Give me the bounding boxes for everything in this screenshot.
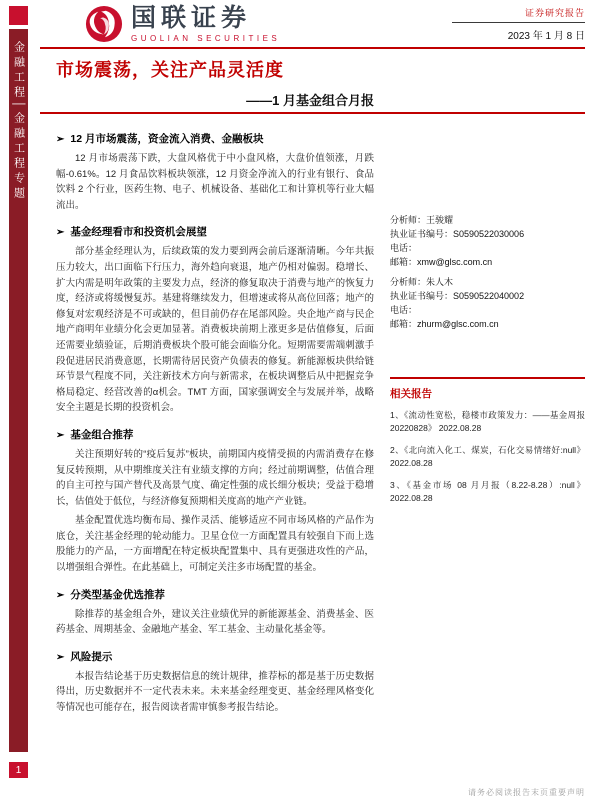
arrow-bullet-icon: ➢ bbox=[56, 589, 65, 601]
paragraph: 部分基金经理认为，后续政策的发力要到两会前后逐渐清晰。今年共振压力较大，出口面临下行压力，海外趋向衰退，地产仍相对偏弱。稳增长、扩大内需是明年政策的主要发力点，经济的修复取决于消费与地产的恢复力度，经济或将缓慢复苏。基建将继续发力，但增速或将从高位回落；地产的修复对宏观经济是不可或缺的，但目前仍存在尾部风险。央企地产商与民企地产商明年业绩分化会更加显著。消费板块前期上涨更多是估值修复，后面还需要业绩验证，后期消费板块个股可能会面临分化。短期需要需端刺激手段促进居民消费意愿，长期需待居民资产负债表的修复。新能源板块供给链环节景气程度不同，关注新技术方向与新需求，在板块调整后从中把握竞争格局稳定、经营改善的α机会。TMT 方面，国家强调安全与发展并举，战略安全主题是长期的投资机会。 bbox=[56, 246, 374, 414]
section-heading bbox=[56, 224, 374, 239]
analyst-block bbox=[390, 213, 585, 269]
section-heading-text: 分类型基金优选推荐 bbox=[70, 588, 165, 601]
paragraph: 除推荐的基金组合外，建议关注业绩优异的新能源基金、消费基金、医药基金、周期基金、金融地产基金、军工基金、主动量化基金等。 bbox=[56, 608, 374, 636]
related-report-text: 1、《流动性宽松，稳楼市政策发力：——基金周报20220828》 bbox=[390, 410, 585, 433]
title-rule bbox=[40, 112, 585, 114]
report-subtitle: ——1 月基金组合月报 bbox=[246, 93, 374, 108]
report-date: 2023 年 1 月 8 日 bbox=[507, 31, 585, 42]
section-market-review bbox=[56, 131, 374, 213]
related-reports bbox=[390, 377, 585, 505]
section-heading bbox=[56, 587, 374, 602]
guolian-logo-icon bbox=[85, 5, 123, 43]
section-heading-text: 12 月市场震荡，资金流入消费、金融板块 bbox=[70, 133, 264, 145]
brand-logo bbox=[85, 5, 280, 43]
analyst-cert-number: 执业证书编号：S0590522030006 bbox=[390, 229, 525, 239]
related-report-date: 2022.08.28 bbox=[438, 423, 482, 433]
analyst-block bbox=[390, 275, 585, 331]
related-report-item bbox=[390, 409, 585, 435]
paragraph: 本报告结论基于历史数据信息的统计规律，推荐标的都是基于历史数据得出，历史数据并不一定代表未来。未来基金经理变更、基金经理风格变化等情况也可能存在，报告阅读者需审慎参考报告结论。 bbox=[56, 670, 374, 714]
header-rule bbox=[40, 47, 585, 49]
analyst-email: 邮箱：xmw@glsc.com.cn bbox=[390, 257, 493, 267]
analyst-name: 分析师：王骏耀 bbox=[390, 215, 454, 225]
analyst-name: 分析师：朱人木 bbox=[390, 277, 454, 287]
arrow-bullet-icon: ➢ bbox=[56, 651, 65, 663]
sidebar-category-label: 金融工程│金融工程专题 bbox=[12, 41, 25, 202]
sidebar-top-marker bbox=[9, 6, 28, 25]
paragraph: 关注预期好转的“疫后复苏”板块，前期国内疫情受损的内需消费存在修复反转预期，从中期维度关注有业绩支撑的方向；经过前期调整，估值合理的自主可控与国产替代及高景气度、确定性强的成长细分板块；受益于稳增长，估值处于低位，与经济修复预期相关度高的地产产业链。 bbox=[56, 448, 374, 507]
report-title: 市场震荡，关注产品灵活度 bbox=[56, 60, 284, 80]
section-heading bbox=[56, 131, 374, 146]
arrow-bullet-icon: ➢ bbox=[56, 134, 65, 145]
section-heading bbox=[56, 427, 374, 442]
related-report-date: 2022.08.28 bbox=[390, 493, 433, 503]
analyst-cert-number: 执业证书编号：S0590522040002 bbox=[390, 291, 525, 301]
sidebar-category-bar bbox=[9, 29, 28, 752]
section-heading-text: 基金经理看市和投资机会展望 bbox=[70, 226, 207, 239]
section-heading-text: 基金组合推荐 bbox=[70, 428, 134, 441]
related-report-item bbox=[390, 444, 585, 470]
header-right-divider bbox=[452, 22, 585, 23]
brand-text bbox=[131, 3, 281, 43]
brand-name-en: GUOLIAN SECURITIES bbox=[131, 33, 281, 43]
page-number-badge: 1 bbox=[9, 762, 28, 778]
related-report-text: 2、《北向流入化工、煤炭，石化交易情绪好:null》 bbox=[390, 445, 585, 455]
section-heading-text: 风险提示 bbox=[70, 650, 113, 663]
related-report-item bbox=[390, 479, 585, 505]
analyst-phone: 电话： bbox=[390, 243, 418, 253]
related-report-date: 2022.08.28 bbox=[390, 458, 433, 468]
paragraph: 基金配置优选均衡布局、操作灵活、能够适应不同市场风格的产品作为底仓，关注基金经理的轮动能力。卫星仓位一方面配置具有较强自下而上选股能力的产品，一方面增配在特定板块配置集中、具有更强进攻性的产品，以增强组合弹性。在此基础上，可制定关注多市场配置的基金。 bbox=[56, 515, 374, 574]
section-portfolio-recommendation bbox=[56, 427, 374, 576]
arrow-bullet-icon: ➢ bbox=[56, 429, 65, 441]
brand-name-cn: 国联证券 bbox=[131, 3, 252, 32]
arrow-bullet-icon: ➢ bbox=[56, 227, 65, 239]
analyst-email: 邮箱：zhurm@glsc.com.cn bbox=[390, 319, 499, 329]
footer-disclaimer: 请务必阅读报告末页重要声明 bbox=[468, 788, 585, 797]
report-body bbox=[56, 120, 374, 720]
section-fund-type-picks bbox=[56, 587, 374, 638]
analyst-panel bbox=[390, 213, 585, 514]
section-manager-outlook bbox=[56, 224, 374, 416]
related-report-text: 3、《基金市场 08 月月报（8.22-8.28）:null》 bbox=[390, 480, 585, 490]
analyst-phone: 电话： bbox=[390, 305, 418, 315]
report-type-label: 证券研究报告 bbox=[524, 8, 585, 18]
section-heading bbox=[56, 649, 374, 664]
section-risk-warning bbox=[56, 649, 374, 716]
header-right bbox=[452, 6, 585, 42]
related-reports-title: 相关报告 bbox=[390, 388, 432, 400]
paragraph: 12 月市场震荡下跌，大盘风格优于中小盘风格，大盘价值领涨，月跌幅-0.61%。12 月食品饮料板块领涨，12 月资金净流入的行业有银行、食品饮料 2 个行业，医药生物、电子、机械设备、基础化工和计算机等行业大幅流出。 bbox=[56, 153, 374, 211]
